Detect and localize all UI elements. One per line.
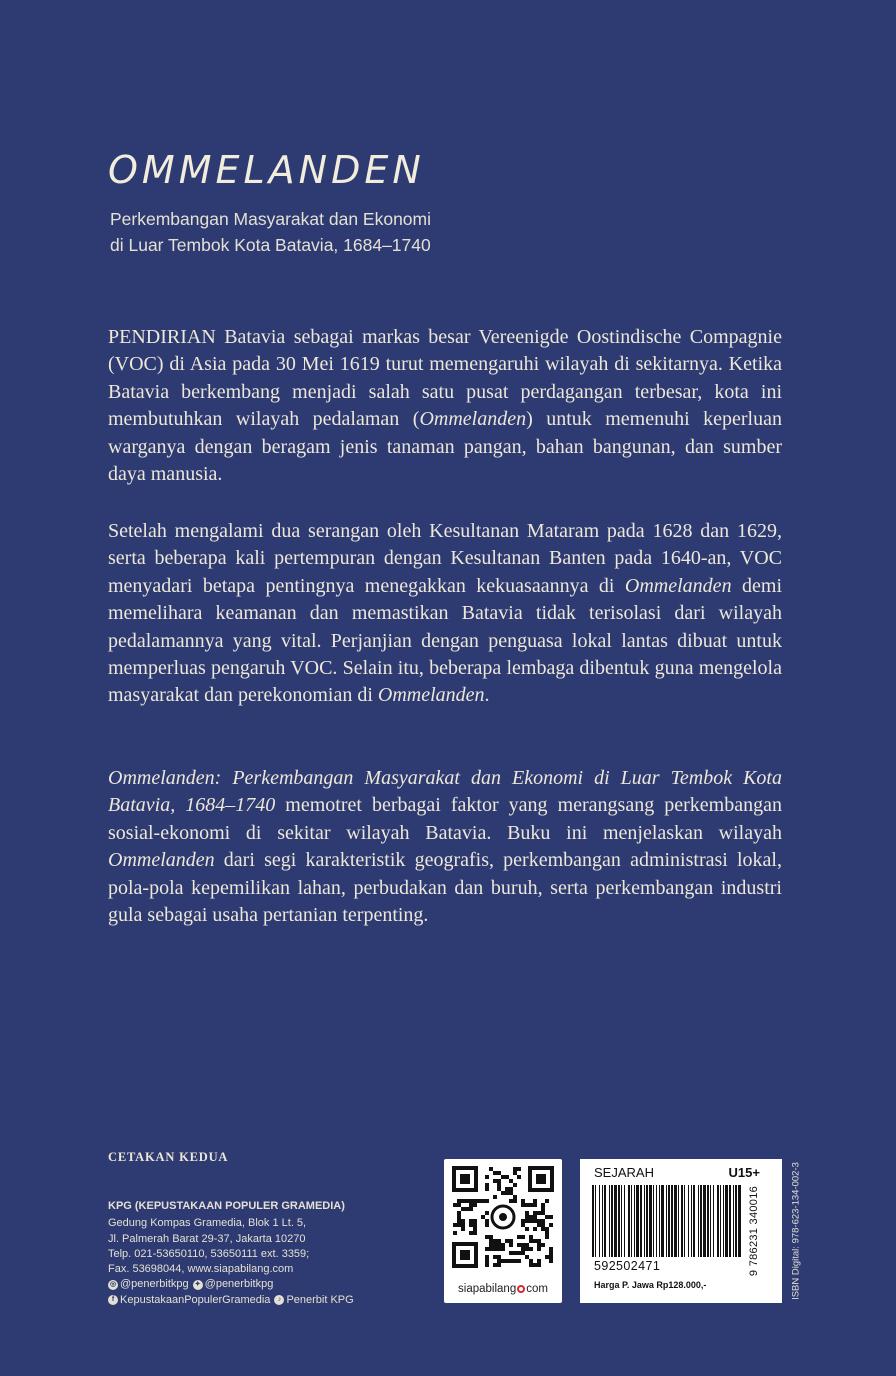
barcode-panel xyxy=(580,1159,782,1303)
facebook-icon: f xyxy=(108,1295,118,1305)
tiktok-icon: ♪ xyxy=(274,1295,284,1305)
publisher-phone: Telp. 021-53650110, 53650111 ext. 3359; xyxy=(108,1247,310,1260)
text-run: ) untuk memenuhi keperluan warganya dengan beragam jenis tanaman pangan, bahan bangunan, dan sumber daya manusia. xyxy=(108,408,782,486)
synopsis-paragraph-1 xyxy=(108,324,782,488)
social-row-2 xyxy=(108,1293,408,1308)
subtitle-line-2: di Luar Tembok Kota Batavia, 1684–1740 xyxy=(110,235,431,255)
qr-caption-right: com xyxy=(526,1283,548,1295)
edition-label: CETAKAN KEDUA xyxy=(108,1150,229,1164)
publisher-name: KPG (KEPUSTAKAAN POPULER GRAMEDIA) xyxy=(108,1200,345,1212)
publisher-info xyxy=(108,1199,408,1308)
facebook-handle[interactable]: KepustakaanPopulerGramedia xyxy=(120,1293,271,1306)
qr-code-panel xyxy=(444,1159,562,1303)
text-run: Setelah mengalami dua serangan oleh Kesultanan Mataram pada 1628 dan 1629, serta beberapa kali pertempuran dengan Kesultanan Banten pada 1640-an, VOC menyadari betapa pentingnya menegakkan kekuasaannya di xyxy=(108,520,782,597)
publisher-address-1: Gedung Kompas Gramedia, Blok 1 Lt. 5, xyxy=(108,1217,307,1230)
book-title: OMMELANDEN xyxy=(108,148,425,192)
text-run: demi memelihara keamanan dan memastikan Batavia tidak terisolasi dari wilayah pedalamannya yang vital. Perjanjian dengan penguasa lokal lantas dibuat untuk memperluas pengaruh VOC. Selain itu, beberapa lembaga dibentuk guna mengelola masyarakat dan perekonomian di xyxy=(108,574,782,707)
genre-label: SEJARAH xyxy=(594,1165,654,1180)
twitter-handle[interactable]: @penerbitkpg xyxy=(204,1278,274,1291)
synopsis-paragraph-3 xyxy=(108,765,782,929)
publisher-fax: Fax. 53698044, www.siapabilang.com xyxy=(108,1263,294,1276)
barcode-number: 592502471 xyxy=(594,1259,661,1273)
price-label: Harga P. Jawa Rp128.000,- xyxy=(594,1280,707,1290)
other-handle[interactable]: Penerbit KPG xyxy=(286,1293,354,1306)
logo-dot-icon xyxy=(517,1285,525,1293)
italic-run: Ommelanden: Perkembangan Masyarakat dan Ekonomi di Luar Tembok Kota Batavia, 1684–1740 xyxy=(108,767,782,817)
text-run: memotret berbagai faktor yang merangsang perkembangan sosial-ekonomi di sekitar wilayah Batavia. Buku ini menjelaskan wilayah xyxy=(108,794,782,844)
text-run: . xyxy=(484,684,490,707)
qr-caption xyxy=(444,1283,562,1295)
isbn-digital: ISBN Digital: 978-623-134-002-3 xyxy=(790,1162,802,1300)
qr-code-icon[interactable] xyxy=(450,1164,556,1270)
qr-caption-left: siapabilang xyxy=(458,1283,517,1295)
twitter-icon: ✦ xyxy=(193,1280,203,1290)
instagram-handle[interactable]: @penerbitkpg xyxy=(120,1278,189,1291)
instagram-icon: ◎ xyxy=(109,1281,117,1289)
publisher-address-2: Jl. Palmerah Barat 29-37, Jakarta 10270 xyxy=(108,1232,306,1245)
book-subtitle xyxy=(110,206,570,258)
text-run: PENDIRIAN Batavia sebagai markas besar Vereenigde Oostindische Compagnie (VOC) di Asia pada 30 Mei 1619 turut memengaruhi wilayah di sekitarnya. Ketika Batavia berkembang menjadi salah satu pusat perdagangan terbesar, kota ini membutuhkan wilayah pedalaman ( xyxy=(108,326,782,431)
barcode-icon xyxy=(592,1185,746,1259)
age-rating: U15+ xyxy=(728,1165,760,1180)
italic-run: Ommelanden xyxy=(377,684,485,707)
subtitle-line-1: Perkembangan Masyarakat dan Ekonomi xyxy=(110,209,432,229)
isbn-barcode-number: 9 786231 340016 xyxy=(748,1185,760,1277)
synopsis-paragraph-2 xyxy=(108,518,782,710)
social-row-1 xyxy=(108,1277,408,1292)
text-run: dari segi karakteristik geografis, perkembangan administrasi lokal, pola-pola kepemilikan lahan, perbudakan dan buruh, serta perkembangan industri gula sebagai usaha pertanian terpenting. xyxy=(108,849,782,927)
italic-run: Ommelanden xyxy=(419,408,527,431)
italic-run: Ommelanden xyxy=(624,574,732,597)
italic-run: Ommelanden xyxy=(108,849,215,872)
